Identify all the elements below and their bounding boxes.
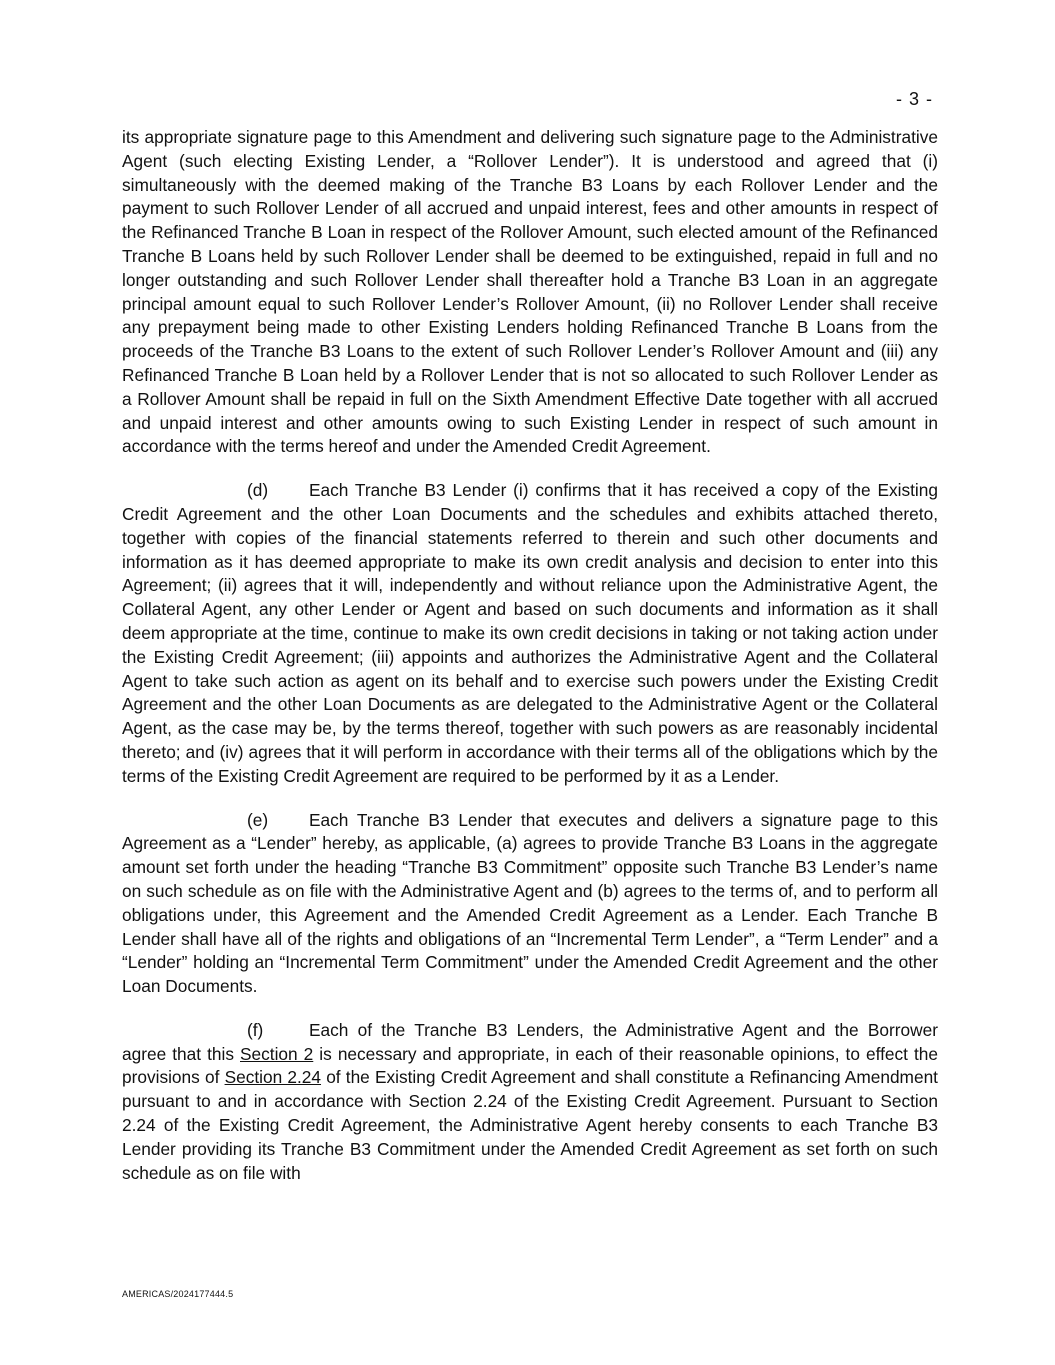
paragraph-f — [122, 1019, 938, 1186]
paragraph-e-text: Each Tranche B3 Lender that executes and delivers a signature page to this Agreement as a “Lender” hereby, as applicable, (a) agrees to provide Tranche B3 Loans in the aggregate amount set forth under the heading “Tranche B3 Commitment” opposite such Tranche B3 Lender’s name on such schedule as on file with the Administrative Agent and (b) agrees to the terms of, and to perform all obligations under, this Agreement and the Amended Credit Agreement as a Lender. Each Tranche B Lender shall have all of the rights and obligations of an “Incremental Term Lender”, a “Term Lender” and a “Lender” holding an “Incremental Term Commitment” under the Amended Credit Agreement and the other Loan Documents. — [122, 809, 938, 997]
document-body — [122, 126, 938, 1205]
section-2-24-reference: Section 2.24 — [224, 1067, 322, 1088]
section-2-reference: Section 2 — [240, 1043, 314, 1064]
paragraph-e — [122, 809, 938, 999]
paragraph-f-text-1: Each of the Tranche B3 Lenders, the Administrative Agent and the Borrower agree that this — [122, 1019, 938, 1064]
paragraph-f-text-3: of the Existing Credit Agreement and shall constitute a Refinancing Amendment pursuant to and in accordance with Section 2.24 of the Existing Credit Agreement. Pursuant to Section 2.24 of the Existing Credit Agreement, the Administrative Agent hereby consents to each Tranche B3 Lender providing its Tranche B3 Commitment under the Amended Credit Agreement as set forth on such schedule as on file with — [122, 1067, 938, 1183]
paragraph-continued: its appropriate signature page to this Amendment and delivering such signature page to the Administrative Agent (such electing Existing Lender, a “Rollover Lender”). It is understood and agreed that (i) simultaneously with the deemed making of the Tranche B3 Loans by each Rollover Lender and the payment to such Rollover Lender of all accrued and unpaid interest, fees and other amounts in respect of the Refinanced Tranche B Loan in respect of the Rollover Amount, such elected amount of the Refinanced Tranche B Loans held by such Rollover Lender shall be deemed to be extinguished, repaid in full and no longer outstanding and such Rollover Lender shall thereafter hold a Tranche B3 Loan in an aggregate principal amount equal to such Rollover Lender’s Rollover Amount, (ii) no Rollover Lender shall receive any prepayment being made to other Existing Lenders holding Refinanced Tranche B Loans from the proceeds of the Tranche B3 Loans to the extent of such Rollover Lender’s Rollover Amount and (iii) any Refinanced Tranche B Loan held by a Rollover Lender that is not so allocated to such Rollover Lender as a Rollover Amount shall be repaid in full on the Sixth Amendment Effective Date together with all accrued and unpaid interest and other amounts owing to such Existing Lender in respect of such amount in accordance with the terms hereof and under the Amended Credit Agreement. — [122, 127, 938, 457]
paragraph-label-e: (e) — [247, 809, 269, 830]
paragraph-f-text-2: is necessary and appropriate, in each of their reasonable opinions, to effect the provisions of — [122, 1043, 938, 1088]
paragraph-label-d: (d) — [247, 480, 269, 501]
paragraph-d-text: Each Tranche B3 Lender (i) confirms that it has received a copy of the Existing Credit Agreement and the other Loan Documents and the schedules and exhibits attached thereto, together with copies of the financial statements referred to therein and such other documents and information as it has deemed appropriate to make its own credit analysis and decision to enter into this Agreement; (ii) agrees that it will, independently and without reliance upon the Administrative Agent, the Collateral Agent, any other Lender or Agent and based on such documents and information as it shall deem appropriate at the time, continue to make its own credit decisions in taking or not taking action under the Existing Credit Agreement; (iii) appoints and authorizes the Administrative Agent and the Collateral Agent to take such action as agent on its behalf and to exercise such powers under the Existing Credit Agreement and the other Loan Documents as are delegated to the Administrative Agent or the Collateral Agent, as the case may be, by the terms thereof, together with such powers as are reasonably incidental thereto; and (iv) agrees that it will perform in accordance with their terms all of the obligations which by the terms of the Existing Credit Agreement are required to be performed by it as a Lender. — [122, 480, 938, 786]
paragraph-d — [122, 479, 938, 788]
paragraph-label-f: (f) — [247, 1019, 264, 1040]
document-id-footer: AMERICAS/2024177444.5 — [122, 1289, 234, 1299]
page-number: - 3 - — [895, 89, 933, 109]
